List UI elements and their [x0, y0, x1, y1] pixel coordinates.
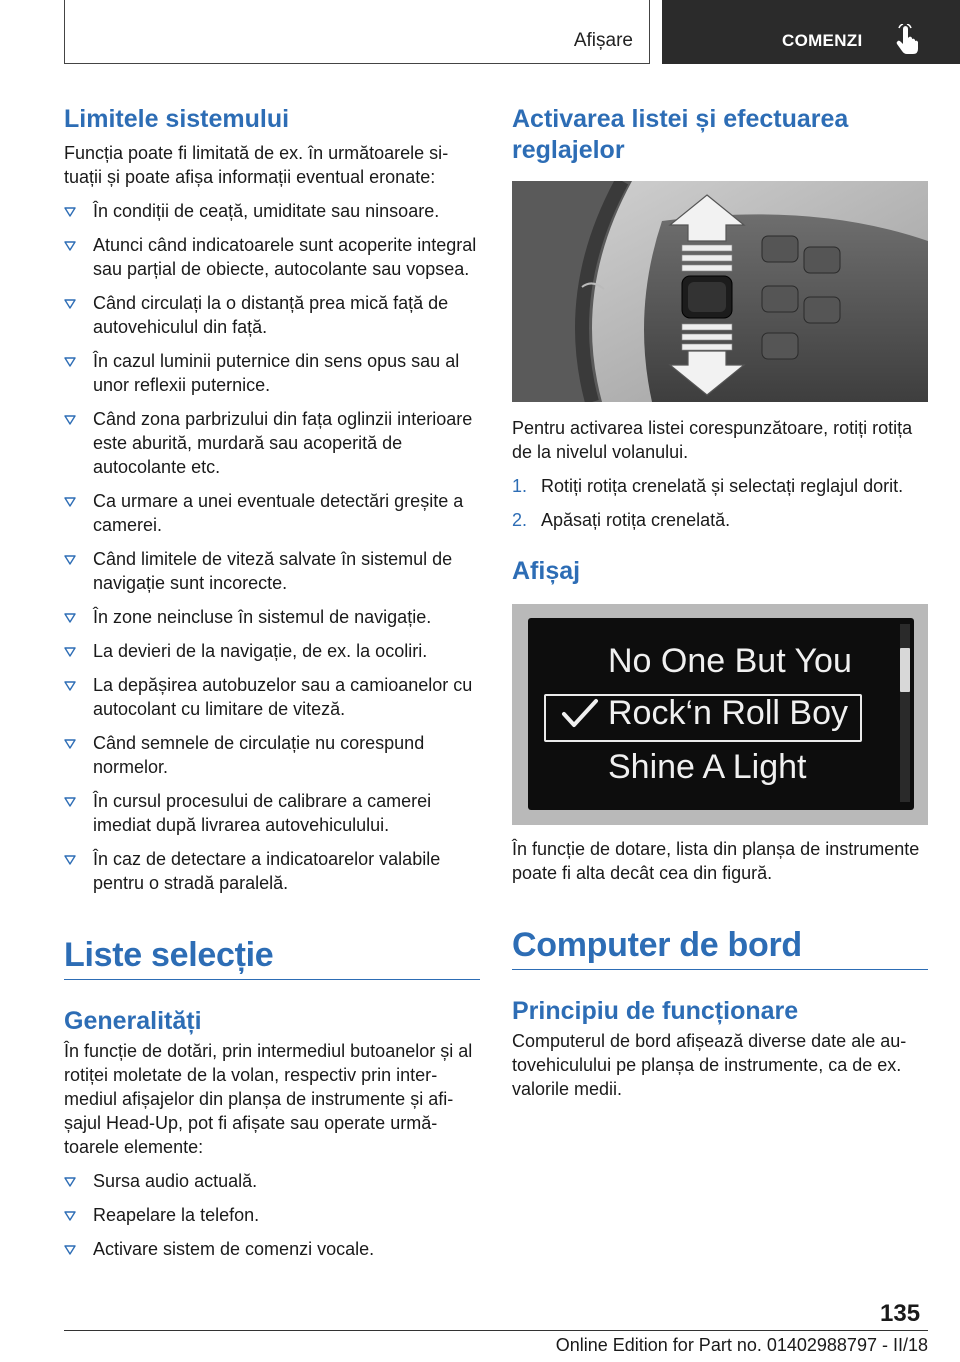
left-column: [64, 104, 480, 1261]
general-list: [64, 1169, 480, 1261]
display-screen-image: [512, 604, 928, 825]
list-item-text: Când semnele de circulație nu corespund normelor.: [93, 733, 425, 777]
triangle-bullet-icon: [64, 739, 76, 749]
header-tab-comenzi[interactable]: [662, 0, 960, 64]
list-item-text: În condiții de ceață, umiditate sau ninsoare.: [93, 201, 440, 221]
triangle-bullet-icon: [64, 647, 76, 657]
activation-heading: Activarea listei și efectuarea reglajelor: [512, 105, 849, 164]
step-item: [512, 508, 928, 532]
header-frame: [64, 0, 650, 64]
list-item-text: La depășirea autobuzelor sau a camioanelor cu autocolant cu limitare de viteză.: [93, 675, 473, 719]
triangle-bullet-icon: [64, 1245, 76, 1255]
triangle-bullet-icon: [64, 299, 76, 309]
header-tab-label: COMENZI: [782, 31, 863, 50]
triangle-bullet-icon: [64, 497, 76, 507]
list-item: [64, 673, 480, 721]
list-item: [64, 199, 480, 223]
step-number: 2.: [512, 510, 528, 530]
footer-edition: Online Edition for Part no. 01402988797 - II/18: [555, 1335, 928, 1355]
general-heading: Generalități: [64, 1007, 202, 1035]
list-item-text: Când zona parbrizului din fața oglinzii interioare este aburită, murdară sau acoperită de autocolante etc.: [93, 409, 473, 477]
list-item-text: Ca urmare a unei eventuale detectări greșite a camerei.: [93, 491, 464, 535]
list-item: [64, 233, 480, 281]
display-heading: Afișaj: [512, 557, 581, 585]
system-limits-heading: Limitele sistemului: [64, 105, 290, 133]
list-item: [64, 291, 480, 339]
list-item-text: Activare sistem de comenzi vocale.: [93, 1239, 375, 1259]
step-text: Rotiți rotița crenelată și selectați reglajul dorit.: [541, 476, 904, 496]
list-item: [64, 1203, 480, 1227]
right-column: [512, 104, 928, 1101]
list-item: [64, 1237, 480, 1261]
activation-text: Pentru activarea listei corespunzătoare, rotiți rotița de la nivelul volanului.: [512, 418, 913, 462]
principle-text: Computerul de bord afișează diverse date ale autovehiculului pe planșa de instrumente, ca de ex. valorile medii.: [512, 1031, 907, 1099]
step-item: [512, 474, 928, 498]
triangle-bullet-icon: [64, 613, 76, 623]
page-number: 135: [880, 1300, 921, 1327]
list-item-text: În caz de detectare a indicatoarelor valabile pentru o stradă paralelă.: [93, 849, 441, 893]
footer-rule: [64, 1330, 928, 1331]
list-item: [64, 407, 480, 479]
list-item-text: Sursa audio actuală.: [93, 1171, 258, 1191]
list-item: [64, 731, 480, 779]
triangle-bullet-icon: [64, 415, 76, 425]
list-item: [64, 349, 480, 397]
activation-steps: [512, 474, 928, 532]
step-number: 1.: [512, 476, 528, 496]
general-text: În funcție de dotări, prin intermediul butoanelor și al rotiței moletate de la volan, respectiv prin intermediul afișajelor din planșa de instrumente și afișajul Head-Up, pot fi afișate sau operate următoarele elemente:: [64, 1041, 473, 1157]
triangle-bullet-icon: [64, 1211, 76, 1221]
list-item-text: Când limitele de viteză salvate în sistemul de navigație sunt incorecte.: [93, 549, 453, 593]
triangle-bullet-icon: [64, 207, 76, 217]
triangle-bullet-icon: [64, 797, 76, 807]
screen-list-item: Rock‘n Roll Boy: [608, 694, 848, 732]
list-item: [64, 489, 480, 537]
computer-heading: Computer de bord: [512, 926, 802, 964]
checkmark-icon: [560, 698, 600, 730]
list-item: [64, 1169, 480, 1193]
list-item: [64, 847, 480, 895]
selection-lists-rule: [64, 979, 480, 980]
display-text: În funcție de dotare, lista din planșa de instrumente poate fi alta decât cea din figură.: [512, 839, 920, 883]
step-text: Apăsați rotița crenelată.: [541, 510, 731, 530]
list-item-text: În cazul luminii puternice din sens opus sau al unor reflexii puternice.: [93, 351, 460, 395]
selection-lists-heading: Liste selecție: [64, 936, 274, 974]
principle-heading: Principiu de funcționare: [512, 997, 799, 1025]
list-item: [64, 639, 480, 663]
triangle-bullet-icon: [64, 241, 76, 251]
list-item-text: Atunci când indicatoarele sunt acoperite integral sau parțial de obiecte, autocolante sau vopsea.: [93, 235, 477, 279]
triangle-bullet-icon: [64, 555, 76, 565]
triangle-bullet-icon: [64, 681, 76, 691]
list-item: [64, 789, 480, 837]
screen-list-item: Shine A Light: [608, 748, 807, 786]
triangle-bullet-icon: [64, 1177, 76, 1187]
triangle-bullet-icon: [64, 855, 76, 865]
header-section-title: Afișare: [573, 30, 633, 51]
hand-pointer-icon: [896, 24, 924, 54]
steering-wheel-thumbwheel-icon: [512, 181, 928, 402]
triangle-bullet-icon: [64, 357, 76, 367]
computer-rule: [512, 969, 928, 970]
steering-wheel-image: [512, 181, 928, 402]
list-item-text: În cursul procesului de calibrare a camerei imediat după livrarea autovehiculului.: [93, 791, 432, 835]
list-item: [64, 547, 480, 595]
list-item-text: În zone neincluse în sistemul de navigație.: [93, 607, 432, 627]
list-item-text: Reapelare la telefon.: [93, 1205, 260, 1225]
scrollbar-thumb: [900, 648, 910, 692]
system-limits-intro: Funcția poate fi limitată de ex. în următoarele situații și poate afișa informații eventual eronate:: [64, 143, 449, 187]
list-item-text: La devieri de la navigație, de ex. la ocoliri.: [93, 641, 428, 661]
list-item-text: Când circulați la o distanță prea mică față de autovehiculul din față.: [93, 293, 449, 337]
system-limits-list: [64, 199, 480, 895]
list-item: [64, 605, 480, 629]
instrument-screen: [528, 618, 914, 810]
screen-list-item: No One But You: [608, 642, 852, 680]
